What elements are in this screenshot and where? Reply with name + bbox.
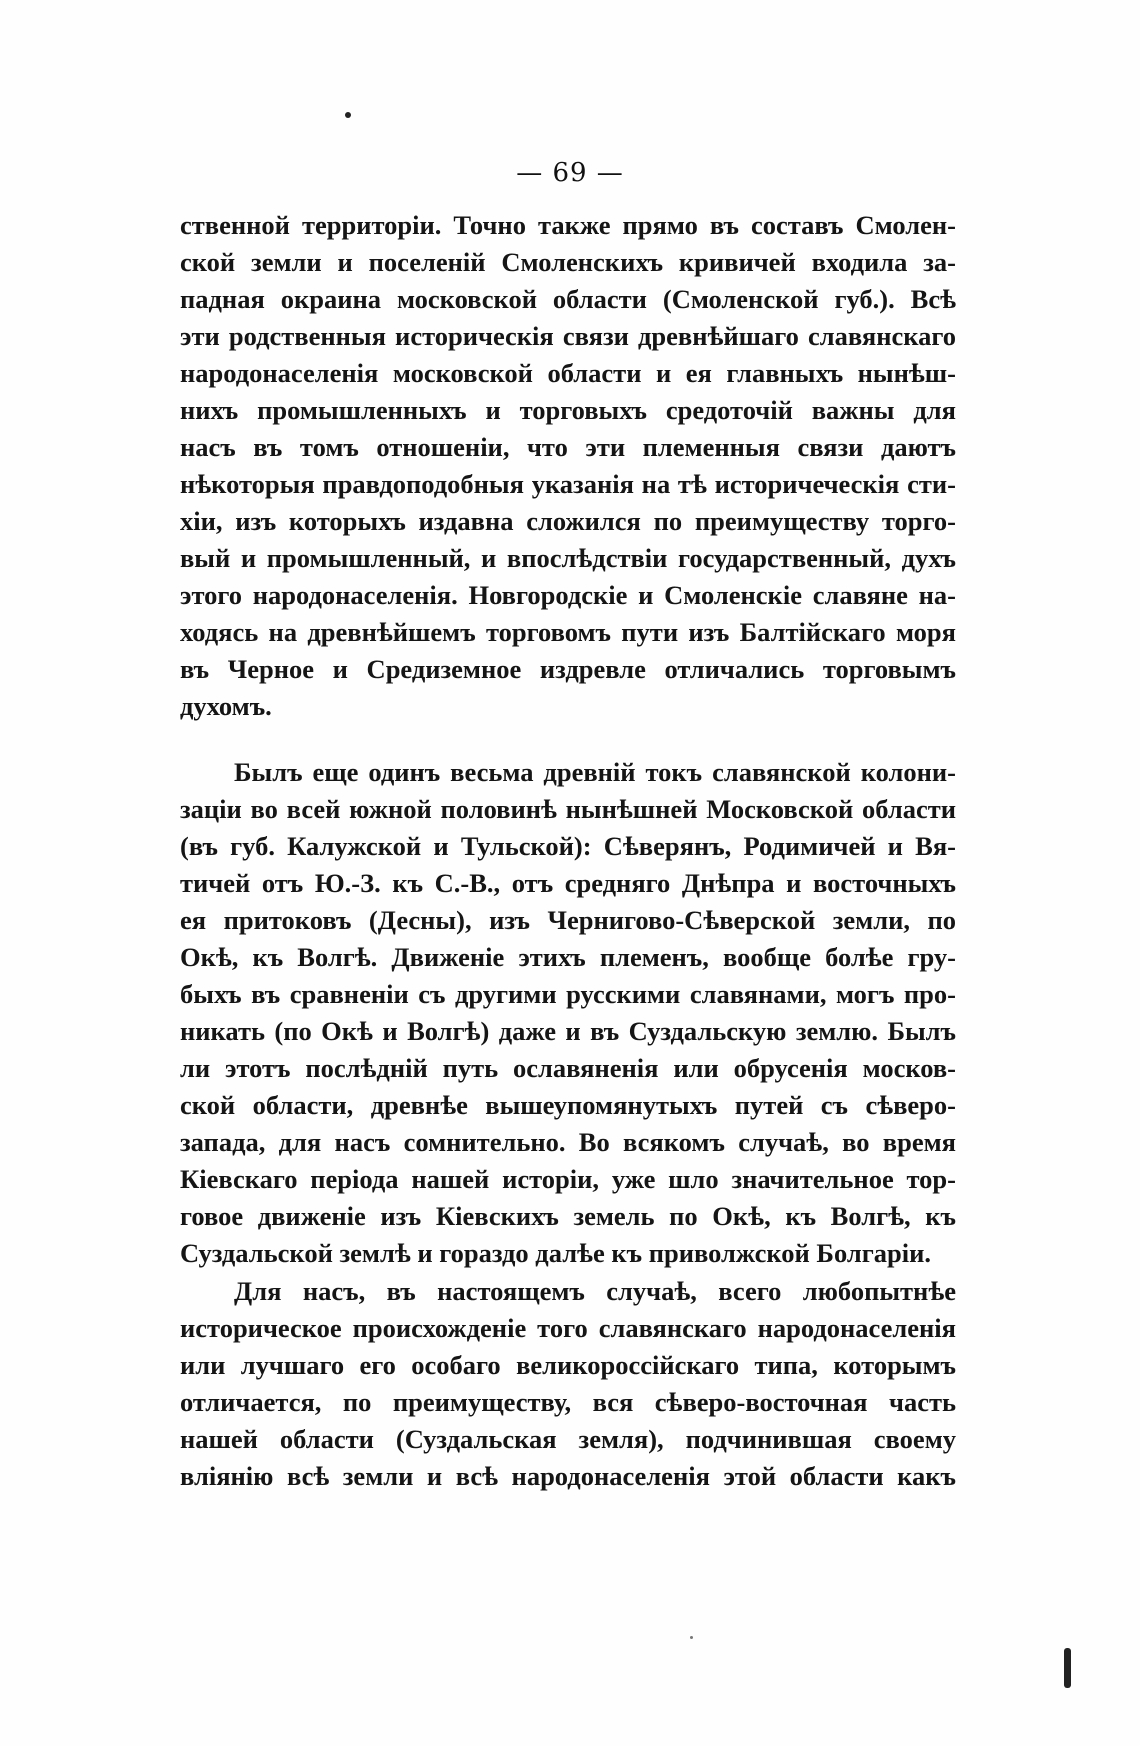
- text-line: Суздальской землѣ и гораздо далѣе къ приволжской Болгаріи.: [180, 1238, 931, 1268]
- text-line: или лучшаго его особаго великороссійскаго типа, которымъ: [180, 1350, 956, 1380]
- text-line: Былъ еще одинъ весьма древній токъ славянской колони-: [234, 757, 956, 787]
- text-line: ходясь на древнѣйшемъ торговомъ пути изъ Балтійскаго моря: [180, 617, 956, 647]
- text-line: этого народонаселенія. Новгородскіе и Смоленскіе славяне на-: [180, 580, 956, 610]
- text-line: говое движеніе изъ Кіевскихъ земель по Окѣ, къ Волгѣ, къ: [180, 1201, 956, 1231]
- text-line: хіи, изъ которыхъ издавна сложился по преимуществу торго-: [180, 506, 956, 536]
- ink-speck: [345, 112, 351, 118]
- text-line: народонаселенія московской области и ея главныхъ нынѣш-: [180, 358, 956, 388]
- text-line: (въ губ. Калужской и Тульской): Сѣверянъ, Родимичей и Вя-: [180, 831, 956, 861]
- page-number: — 69 —: [516, 158, 624, 188]
- text-line: отличается, по преимуществу, вся сѣверо-восточная часть: [180, 1387, 956, 1417]
- text-line: нихъ промышленныхъ и торговыхъ средоточій важны для: [180, 395, 956, 425]
- text-line: никать (по Окѣ и Волгѣ) даже и въ Суздальскую землю. Былъ: [180, 1016, 956, 1046]
- text-line: Кіевскаго періода нашей исторіи, уже шло значительное тор-: [180, 1164, 956, 1194]
- ink-speck: [690, 1636, 693, 1639]
- text-line: ской области, древнѣе вышеупомянутыхъ путей съ сѣверо-: [180, 1090, 956, 1120]
- text-line: нѣкоторыя правдоподобныя указанія на тѣ историчеческія сти-: [180, 469, 956, 499]
- text-line: въ Черное и Средиземное издревле отличались торговымъ: [180, 654, 956, 684]
- page-edge-mark: [1064, 1648, 1071, 1688]
- text-line: Для насъ, въ настоящемъ случаѣ, всего любопытнѣе: [234, 1276, 956, 1306]
- text-line: быхъ въ сравненіи съ другими русскими славянами, могъ про-: [180, 979, 956, 1009]
- text-line: падная окраина московской области (Смоленской губ.). Всѣ: [180, 284, 956, 314]
- paragraph-3: [180, 1273, 956, 1495]
- text-line: ли этотъ послѣдній путь ославяненія или обрусенія москов-: [180, 1053, 956, 1083]
- text-line: насъ въ томъ отношеніи, что эти племенныя связи даютъ: [180, 432, 956, 462]
- text-line: тичей отъ Ю.-З. къ С.-В., отъ средняго Днѣпра и восточныхъ: [180, 868, 956, 898]
- text-line: запада, для насъ сомнительно. Во всякомъ случаѣ, во время: [180, 1127, 956, 1157]
- paragraph-2: [180, 754, 956, 1272]
- text-line: духомъ.: [180, 691, 272, 721]
- text-line: заціи во всей южной половинѣ нынѣшней Московской области: [180, 794, 956, 824]
- text-line: вый и промышленный, и впослѣдствіи государственный, духъ: [180, 543, 956, 573]
- text-line: Окѣ, къ Волгѣ. Движеніе этихъ племенъ, вообще болѣе гру-: [180, 942, 956, 972]
- paragraph-1: [180, 207, 956, 725]
- text-line: ской земли и поселеній Смоленскихъ кривичей входила за-: [180, 247, 956, 277]
- text-line: вліянію всѣ земли и всѣ народонаселенія этой области какъ: [180, 1461, 956, 1491]
- text-line: ея притоковъ (Десны), изъ Чернигово-Сѣверской земли, по: [180, 905, 956, 935]
- text-line: ственной территоріи. Точно также прямо въ составъ Смолен-: [180, 210, 956, 240]
- text-line: нашей области (Суздальская земля), подчинившая своему: [180, 1424, 956, 1454]
- text-line: эти родственныя историческія связи древнѣйшаго славянскаго: [180, 321, 956, 351]
- text-line: историческое происхожденіе того славянскаго народонаселенія: [180, 1313, 956, 1343]
